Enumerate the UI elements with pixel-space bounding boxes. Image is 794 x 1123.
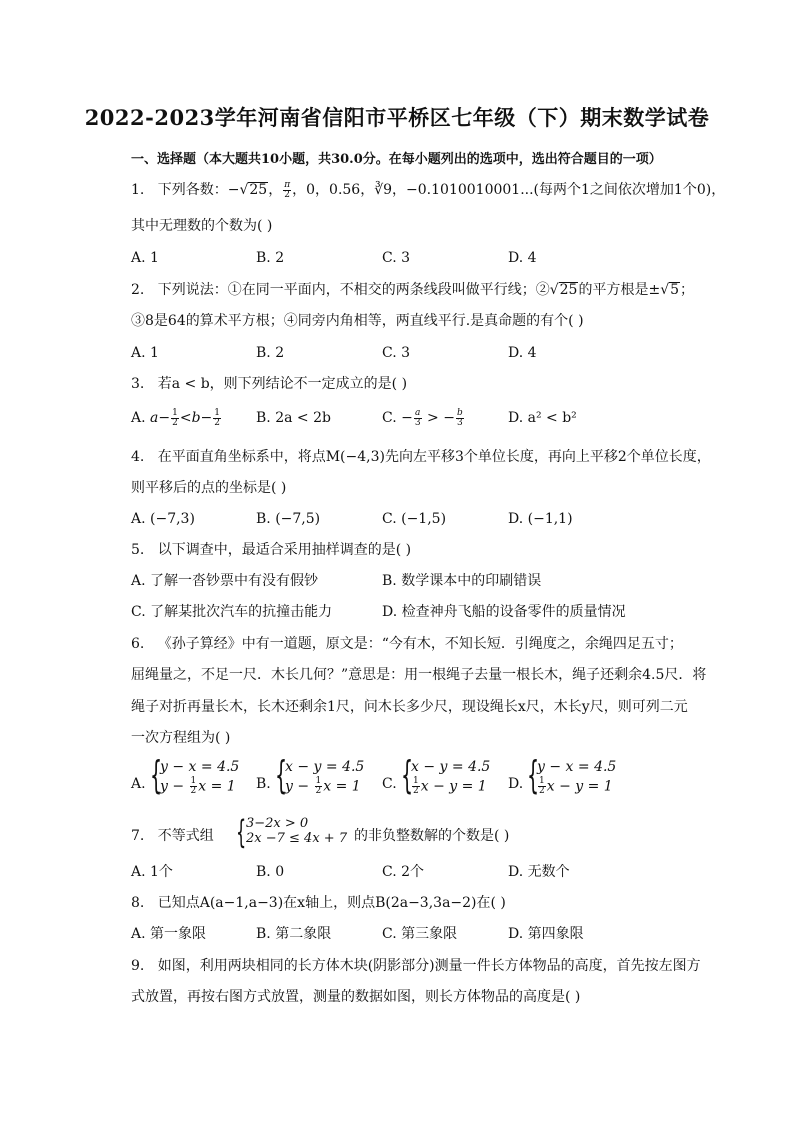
question-6-line4: 一次方程组为( ) [131, 730, 231, 746]
question-text: 以下调查中，最适合采用抽样调查的是( ) [157, 542, 412, 558]
option-b-label[interactable]: B. [256, 776, 271, 792]
option-c-label[interactable]: C. [382, 776, 397, 792]
q1-options [131, 248, 651, 270]
option-b[interactable]: B. 2a < 2b [256, 410, 331, 426]
option-b[interactable]: B. 2 [256, 250, 285, 266]
question-number: 9. [131, 958, 145, 974]
question-number: 3. [131, 376, 145, 392]
option-d[interactable]: D. 4 [508, 345, 537, 361]
question-text: 若a < b，则下列结论不一定成立的是( ) [157, 376, 408, 392]
question-text: ，−0.1010010001...(每两个1之间依次增加1个0)， [392, 182, 726, 198]
option-a[interactable]: A. a− $\frac{1}{2}$ <b− $\frac{1}{2}$ [131, 407, 221, 428]
question-6 [131, 634, 683, 654]
question-text: 的平方根是± [578, 282, 661, 298]
cube-root: ∛9 [374, 182, 393, 198]
q3-options [131, 408, 651, 430]
question-text: 在平面直角坐标系中，将点M(−4,3)先向左平移3个单位长度，再向上平移2个单位长度， [157, 449, 711, 465]
option-c[interactable]: C. 3 [382, 345, 411, 361]
option-a[interactable]: A. 1个 [131, 864, 173, 880]
option-a-label[interactable]: A. [131, 776, 146, 792]
question-4-line2: 则平移后的点的坐标是( ) [131, 480, 287, 496]
q2-options [131, 343, 651, 365]
question-1: 1. 下列各数：−√25， $\frac{\pi}{2}$ ，0，0.56，∛9，−0.1010010001...(每两个1之间依次增加1个0)， [131, 179, 726, 200]
question-number: 5. [131, 542, 145, 558]
question-2-line2: ③8是64的算术平方根；④同旁内角相等，两直线平行.是真命题的有个( ) [131, 313, 584, 329]
option-c[interactable]: C. 2个 [382, 864, 425, 880]
question-7 [131, 826, 214, 846]
question-text: ； [680, 282, 695, 298]
option-d[interactable]: D. 检查神舟飞船的设备零件的质量情况 [382, 604, 626, 620]
question-number: 8. [131, 895, 145, 911]
q7-options [131, 862, 651, 884]
question-text: 《孙子算经》中有一道题，原文是：“今有木，不知长短．引绳度之，余绳四足五寸； [157, 636, 683, 652]
radicand: 25 [249, 182, 268, 198]
option-a[interactable]: A. 1 [131, 345, 159, 361]
option-d[interactable]: D. a² < b² [508, 410, 577, 426]
question-text: 如图，利用两块相同的长方体木块(阴影部分)测量一件长方体物品的高度，首先按左图方 [157, 958, 701, 974]
question-1-line2: 其中无理数的个数为( ) [131, 218, 273, 234]
fraction: $\frac{\pi}{2}$ [284, 179, 291, 200]
option-d-label[interactable]: D. [508, 776, 524, 792]
question-number: 4. [131, 449, 145, 465]
question-text: 不等式组 [157, 828, 214, 844]
option-c[interactable]: C. − $\frac{a}{3}$ > − $\frac{b}{3}$ [382, 407, 463, 428]
option-a[interactable]: A. (−7,3) [131, 511, 195, 527]
question-number: 6. [131, 636, 145, 652]
option-b[interactable]: B. 数学课本中的印刷错误 [382, 573, 542, 589]
q8-options [131, 924, 651, 946]
option-a[interactable]: A. 第一象限 [131, 926, 207, 942]
minus-sign: − [227, 182, 240, 198]
option-c[interactable]: C. 第三象限 [382, 926, 458, 942]
option-b[interactable]: B. (−7,5) [256, 511, 321, 527]
option-b[interactable]: B. 第二象限 [256, 926, 332, 942]
q5-options-row1 [131, 571, 651, 593]
question-number: 7. [131, 828, 145, 844]
question-4 [131, 447, 711, 467]
question-9-line2: 式放置，再按右图方式放置，测量的数据如图，则长方体物品的高度是( ) [131, 989, 581, 1005]
question-number: 2. [131, 282, 145, 298]
option-d[interactable]: D. (−1,1) [508, 511, 573, 527]
section-heading: 一、选择题（本大题共10小题，共30.0分。在每小题列出的选项中，选出符合题目的一项） [131, 152, 662, 167]
question-8 [131, 893, 506, 913]
question-text: 已知点A(a−1,a−3)在x轴上，则点B(2a−3,3a−2)在( ) [157, 895, 506, 911]
option-d[interactable]: D. 无数个 [508, 864, 570, 880]
question-number: 1. [131, 182, 145, 198]
option-a[interactable]: A. 1 [131, 250, 159, 266]
q4-options [131, 509, 651, 531]
option-d[interactable]: D. 4 [508, 250, 537, 266]
option-a[interactable]: A. 了解一沓钞票中有没有假钞 [131, 573, 319, 589]
question-2: 2. 下列说法：①在同一平面内，不相交的两条线段叫做平行线；②√25的平方根是±√5； [131, 282, 695, 298]
option-d[interactable]: D. 第四象限 [508, 926, 584, 942]
q5-options-row2 [131, 602, 651, 624]
option-c[interactable]: C. (−1,5) [382, 511, 447, 527]
question-text: 下列说法：①在同一平面内，不相交的两条线段叫做平行线；② [157, 282, 550, 298]
radicand: 25 [559, 282, 578, 298]
question-5 [131, 540, 411, 560]
question-text: 下列各数： [157, 182, 228, 198]
question-3 [131, 374, 407, 394]
question-6-line3: 绳子对折再量长木，长木还剩余1尺，问木长多少尺，现设绳长x尺，木长y尺，则可列二元 [131, 699, 688, 715]
option-b[interactable]: B. 0 [256, 864, 285, 880]
option-b[interactable]: B. 2 [256, 345, 285, 361]
question-6-line2: 屈绳量之，不足一尺．木长几何？”意思是：用一根绳子去量一根长木，绳子还剩余4.5尺．将 [131, 667, 707, 683]
question-text: ，0，0.56， [292, 182, 375, 198]
page-title: 2022-2023学年河南省信阳市平桥区七年级（下）期末数学试卷 [84, 105, 710, 130]
question-7-tail: 的非负整数解的个数是( ) [354, 828, 510, 844]
option-c[interactable]: C. 3 [382, 250, 411, 266]
radicand: 5 [670, 282, 680, 298]
option-c[interactable]: C. 了解某批次汽车的抗撞击能力 [131, 604, 333, 620]
question-9 [131, 956, 701, 976]
